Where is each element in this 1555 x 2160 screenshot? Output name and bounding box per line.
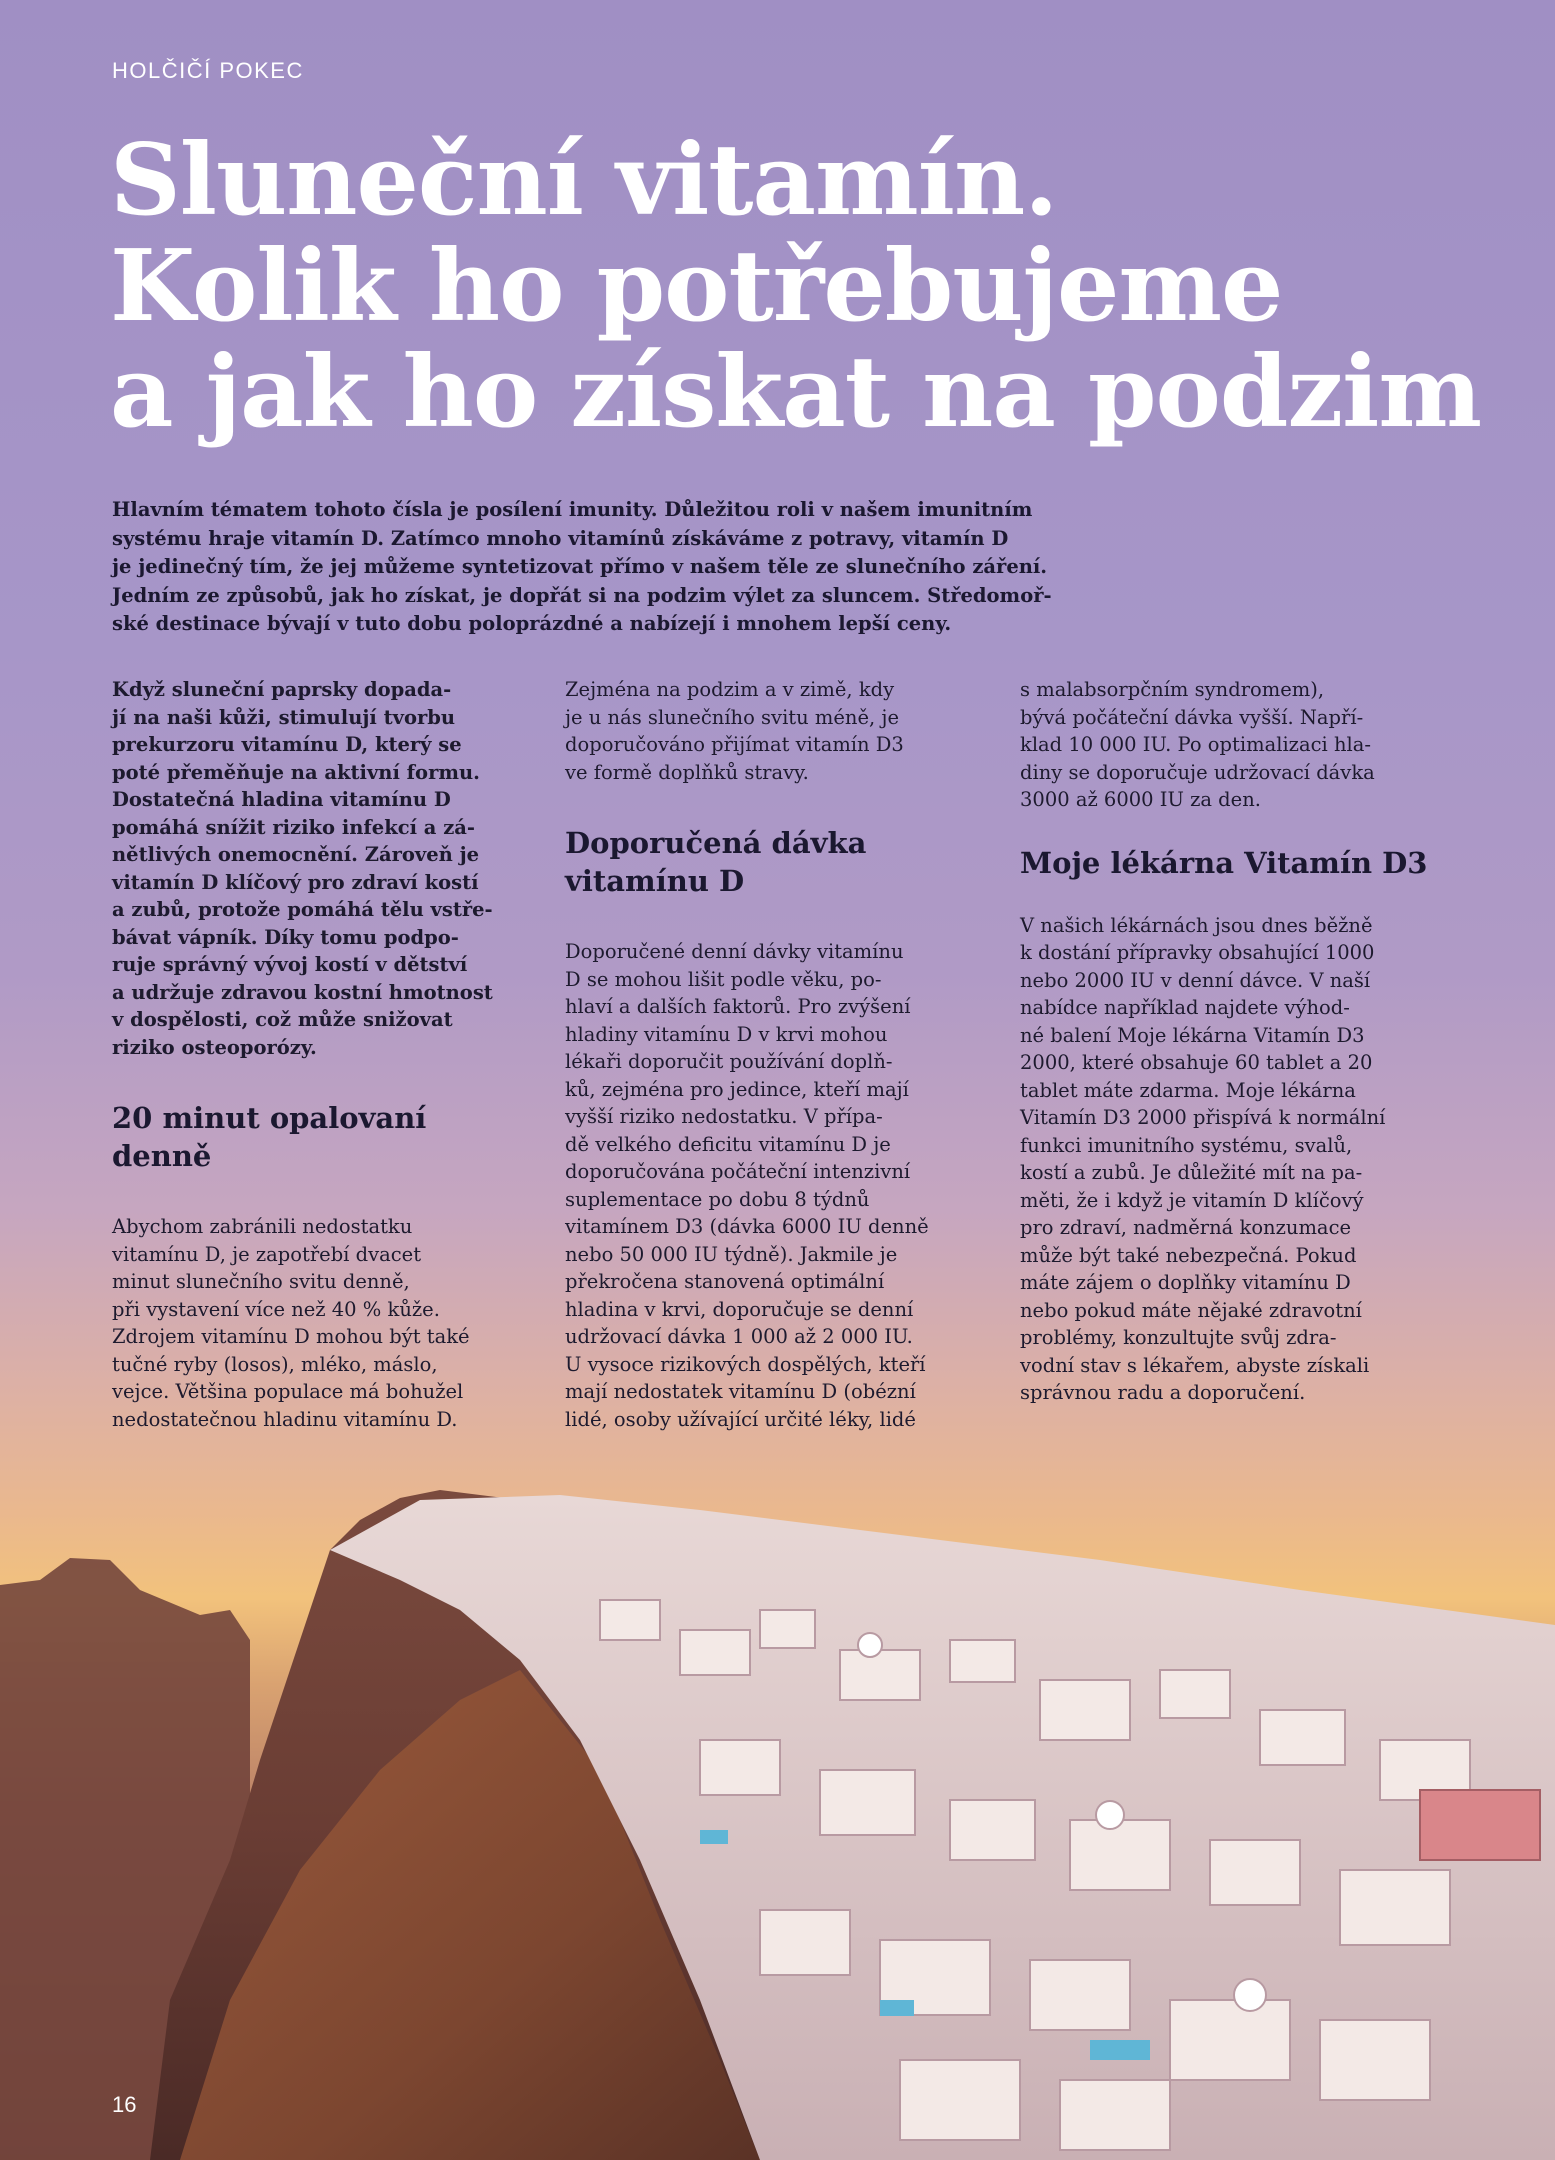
text-line: V našich lékárnách jsou dnes běžně bbox=[1020, 913, 1373, 937]
text-line: nabídce například najdete výhod- bbox=[1020, 996, 1350, 1019]
article-lede bbox=[112, 496, 1172, 639]
text-line: při vystavení více než 40 % kůže. bbox=[112, 1297, 440, 1321]
text-line: hlaví a dalších faktorů. Pro zvýšení bbox=[565, 995, 911, 1018]
text-line: vitamínem D3 (dávka 6000 IU denně bbox=[565, 1215, 929, 1238]
body-paragraph bbox=[1020, 912, 1440, 1407]
santorini-sunset-photo bbox=[0, 1440, 1555, 2160]
text-line: vitamín D klíčový pro zdraví kostí bbox=[112, 870, 479, 894]
section-label: HOLČIČÍ POKEC bbox=[112, 58, 304, 83]
text-column-1 bbox=[112, 676, 532, 1433]
text-line: nebo pokud máte nějaké zdravotní bbox=[1020, 1298, 1362, 1322]
text-line: správnou radu a doporučení. bbox=[1020, 1381, 1306, 1404]
section-heading-dosage bbox=[565, 824, 985, 900]
text-line: bávat vápník. Díky tomu podpo- bbox=[112, 925, 459, 949]
body-paragraph bbox=[112, 1213, 532, 1433]
body-paragraph bbox=[565, 938, 985, 1433]
text-line: Dostatečná hladina vitamínu D bbox=[112, 788, 451, 811]
heading-line: 20 minut opalovaní bbox=[112, 1101, 427, 1135]
pink-building bbox=[1420, 1790, 1540, 1860]
text-line: jí na naši kůži, stimulují tvorbu bbox=[112, 705, 456, 729]
text-column-3 bbox=[1020, 676, 1440, 1407]
heading-line: denně bbox=[112, 1139, 212, 1173]
text-column-2 bbox=[565, 676, 985, 1433]
heading-line: vitamínu D bbox=[565, 864, 745, 898]
text-line: né balení Moje lékárna Vitamín D3 bbox=[1020, 1023, 1365, 1047]
article-headline bbox=[110, 123, 1530, 450]
text-line: může být také nebezpečná. Pokud bbox=[1020, 1243, 1357, 1267]
text-line: a udržuje zdravou kostní hmotnost bbox=[112, 980, 493, 1004]
text-line: hladiny vitamínu D v krvi mohou bbox=[565, 1022, 888, 1046]
text-line: hladina v krvi, doporučuje se denní bbox=[565, 1297, 914, 1321]
text-line: prekurzoru vitamínu D, který se bbox=[112, 733, 462, 756]
text-line: tučné ryby (losos), mléko, máslo, bbox=[112, 1352, 438, 1376]
text-line: máte zájem o doplňky vitamínu D bbox=[1020, 1271, 1351, 1294]
text-line: Zdrojem vitamínu D mohou být také bbox=[112, 1325, 470, 1348]
text-line: pro zdraví, nadměrná konzumace bbox=[1020, 1216, 1352, 1239]
text-line: vitamínu D, je zapotřebí dvacet bbox=[112, 1242, 422, 1266]
text-line: Když sluneční paprsky dopada- bbox=[112, 678, 452, 701]
text-line: překročena stanovená optimální bbox=[565, 1270, 885, 1293]
heading-line: Doporučená dávka bbox=[565, 826, 867, 860]
text-line: pomáhá snížit riziko infekcí a zá- bbox=[112, 815, 476, 839]
text-line: vejce. Většina populace má bohužel bbox=[112, 1380, 464, 1403]
headline-line: Sluneční vitamín. bbox=[110, 123, 1058, 238]
heading-line: Moje lékárna Vitamín D3 bbox=[1020, 845, 1428, 880]
text-line: doporučována počáteční intenzivní bbox=[565, 1160, 911, 1183]
text-line: doporučováno přijímat vitamín D3 bbox=[565, 733, 904, 756]
photo-illustration bbox=[0, 1440, 1555, 2160]
text-line: 3000 až 6000 IU za den. bbox=[1020, 788, 1261, 811]
intro-paragraph bbox=[1020, 676, 1440, 814]
text-line: vodní stav s lékařem, abyste získali bbox=[1020, 1353, 1370, 1377]
text-line: udržovací dávka 1 000 až 2 000 IU. bbox=[565, 1325, 913, 1348]
text-line: 2000, které obsahuje 60 tablet a 20 bbox=[1020, 1051, 1373, 1074]
text-line: nedostatečnou hladinu vitamínu D. bbox=[112, 1407, 458, 1431]
text-line: Vitamín D3 2000 přispívá k normální bbox=[1020, 1106, 1386, 1129]
text-line: poté přeměňuje na aktivní formu. bbox=[112, 760, 480, 784]
text-line: je u nás slunečního svitu méně, je bbox=[565, 705, 900, 729]
lede-line: Hlavním tématem tohoto čísla je posílení imunity. Důležitou roli v našem imunitním bbox=[112, 498, 1033, 521]
section-heading-sunbathing bbox=[112, 1099, 532, 1175]
intro-paragraph bbox=[565, 676, 985, 786]
text-line: nětlivých onemocnění. Zároveň je bbox=[112, 843, 480, 866]
text-line: Doporučené denní dávky vitamínu bbox=[565, 940, 904, 963]
text-line: s malabsorpčním syndromem), bbox=[1020, 678, 1325, 701]
text-line: tablet máte zdarma. Moje lékárna bbox=[1020, 1078, 1356, 1102]
text-line: bývá počáteční dávka vyšší. Napří- bbox=[1020, 705, 1364, 729]
headline-line: Kolik ho potřebujeme bbox=[110, 229, 1283, 344]
text-line: měti, že i když je vitamín D klíčový bbox=[1020, 1188, 1364, 1212]
lede-line: je jedinečný tím, že jej můžeme syntetizovat přímo v našem těle ze slunečního záření. bbox=[112, 555, 1048, 578]
text-line: vyšší riziko nedostatku. V přípa- bbox=[565, 1105, 883, 1128]
text-line: D se mohou lišit podle věku, po- bbox=[565, 967, 882, 991]
text-line: suplementace po dobu 8 týdnů bbox=[565, 1187, 870, 1211]
text-line: funkci imunitního systému, svalů, bbox=[1020, 1133, 1353, 1157]
text-line: Zejména na podzim a v zimě, kdy bbox=[565, 678, 895, 701]
intro-paragraph bbox=[112, 676, 532, 1061]
lede-line: systému hraje vitamín D. Zatímco mnoho vitamínů získáváme z potravy, vitamín D bbox=[112, 526, 1009, 550]
text-line: diny se doporučuje udržovací dávka bbox=[1020, 760, 1375, 784]
text-line: riziko osteoporózy. bbox=[112, 1035, 317, 1059]
text-line: U vysoce rizikových dospělých, kteří bbox=[565, 1352, 926, 1376]
text-line: ruje správný vývoj kostí v dětství bbox=[112, 953, 468, 976]
text-line: minut slunečního svitu denně, bbox=[112, 1270, 410, 1293]
text-line: problémy, konzultujte svůj zdra- bbox=[1020, 1326, 1337, 1349]
text-line: k dostání přípravky obsahující 1000 bbox=[1020, 941, 1375, 964]
text-line: ve formě doplňků stravy. bbox=[565, 760, 809, 784]
text-line: nebo 50 000 IU týdně). Jakmile je bbox=[565, 1242, 898, 1266]
lede-line: ské destinace bývají v tuto dobu poloprázdné a nabízejí i mnohem lepší ceny. bbox=[112, 612, 952, 635]
text-line: ků, zejména pro jedince, kteří mají bbox=[565, 1077, 909, 1101]
lede-line: Jedním ze způsobů, jak ho získat, je dopřát si na podzim výlet za sluncem. Středomoř- bbox=[112, 583, 1052, 607]
page-number: 16 bbox=[112, 2092, 137, 2117]
text-line: nebo 2000 IU v denní dávce. V naší bbox=[1020, 968, 1371, 992]
text-line: a zubů, protože pomáhá tělu vstře- bbox=[112, 898, 493, 921]
text-line: lékaři doporučit používání doplň- bbox=[565, 1050, 893, 1073]
text-line: mají nedostatek vitamínu D (obézní bbox=[565, 1380, 916, 1403]
text-line: v dospělosti, což může snižovat bbox=[112, 1008, 453, 1031]
text-line: klad 10 000 IU. Po optimalizaci hla- bbox=[1020, 733, 1371, 756]
text-line: lidé, osoby užívající určité léky, lidé bbox=[565, 1407, 916, 1431]
section-heading-product bbox=[1020, 844, 1440, 882]
headline-line: a jak ho získat na podzim bbox=[110, 335, 1482, 450]
text-line: kostí a zubů. Je důležité mít na pa- bbox=[1020, 1161, 1363, 1184]
text-line: dě velkého deficitu vitamínu D je bbox=[565, 1132, 891, 1156]
text-line: Abychom zabránili nedostatku bbox=[112, 1215, 413, 1238]
